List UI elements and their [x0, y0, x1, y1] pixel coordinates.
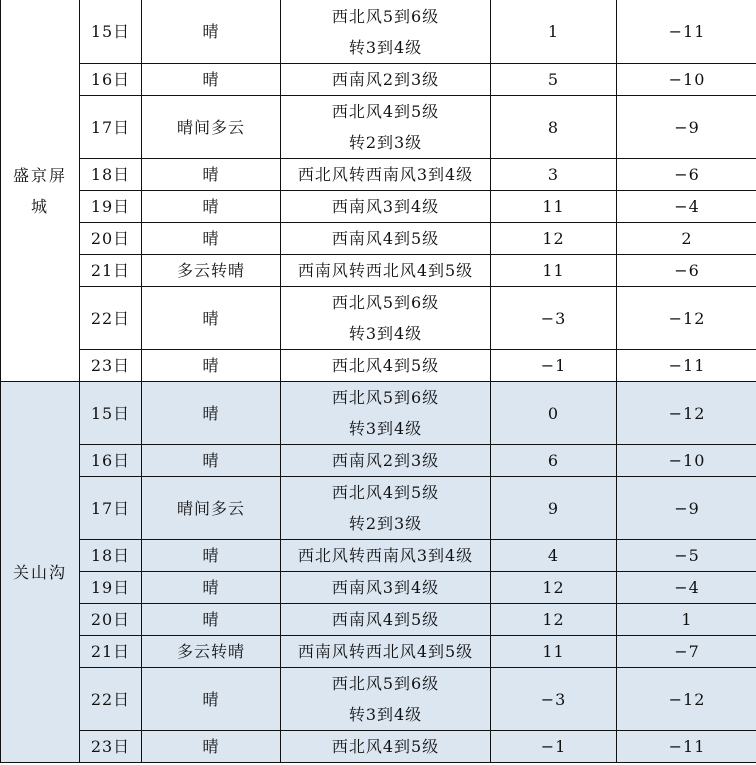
table-row [1, 287, 756, 350]
weather-cell: 晴 [142, 668, 281, 731]
weather-cell: 晴 [142, 540, 281, 572]
high-temp-cell: −1 [491, 731, 617, 763]
low-temp-cell: −4 [617, 572, 756, 604]
date-cell: 19日 [80, 191, 142, 223]
wind-cell [281, 540, 491, 572]
table-row [1, 477, 756, 540]
low-temp-cell: −11 [617, 0, 756, 64]
table-row [1, 731, 756, 763]
wind-line: 西北风5到6级 [331, 293, 440, 312]
high-temp-cell: 11 [491, 636, 617, 668]
wind-line: 转3到4级 [348, 37, 423, 57]
weather-cell: 多云转晴 [142, 255, 281, 287]
table-row [1, 540, 756, 572]
date-cell: 23日 [80, 350, 142, 382]
wind-cell [281, 64, 491, 96]
weather-cell: 晴 [142, 287, 281, 350]
low-temp-cell: −4 [617, 191, 756, 223]
wind-line: 西北风转西南风3到4级 [297, 546, 474, 565]
wind-line: 西南风4到5级 [331, 610, 440, 629]
table-row [1, 223, 756, 255]
high-temp-cell: −1 [491, 350, 617, 382]
wind-cell [281, 477, 491, 540]
table-row [1, 96, 756, 159]
wind-line: 西北风5到6级 [331, 388, 440, 407]
wind-cell [281, 96, 491, 159]
wind-line: 西北风5到6级 [331, 6, 440, 26]
wind-cell [281, 287, 491, 350]
date-cell: 20日 [80, 604, 142, 636]
low-temp-cell: −11 [617, 731, 756, 763]
date-cell: 20日 [80, 223, 142, 255]
high-temp-cell: 11 [491, 255, 617, 287]
wind-cell [281, 604, 491, 636]
low-temp-cell: −9 [617, 96, 756, 159]
wind-cell [281, 0, 491, 64]
weather-cell: 晴 [142, 191, 281, 223]
date-cell: 18日 [80, 159, 142, 191]
date-cell: 17日 [80, 96, 142, 159]
date-cell: 22日 [80, 668, 142, 731]
high-temp-cell: −3 [491, 668, 617, 731]
wind-line: 转2到3级 [348, 133, 423, 152]
wind-cell [281, 159, 491, 191]
weather-cell: 晴 [142, 604, 281, 636]
location-group-guanshangou [1, 382, 756, 763]
table-row [1, 445, 756, 477]
low-temp-cell: 1 [617, 604, 756, 636]
high-temp-cell: −3 [491, 287, 617, 350]
low-temp-cell: −9 [617, 477, 756, 540]
weather-cell: 晴 [142, 445, 281, 477]
wind-line: 西北风4到5级 [331, 356, 440, 375]
date-cell: 15日 [80, 0, 142, 64]
table-row [1, 350, 756, 382]
weather-cell: 晴间多云 [142, 96, 281, 159]
wind-cell [281, 572, 491, 604]
table-row [1, 382, 756, 445]
weather-cell: 晴 [142, 382, 281, 445]
low-temp-cell: −12 [617, 287, 756, 350]
weather-cell: 晴 [142, 223, 281, 255]
date-cell: 21日 [80, 255, 142, 287]
wind-line: 西南风4到5级 [331, 229, 440, 248]
low-temp-cell: −12 [617, 382, 756, 445]
high-temp-cell: 12 [491, 223, 617, 255]
low-temp-cell: −10 [617, 445, 756, 477]
low-temp-cell: −6 [617, 159, 756, 191]
table-row [1, 604, 756, 636]
wind-line: 西北风转西南风3到4级 [297, 165, 474, 184]
high-temp-cell: 1 [491, 0, 617, 64]
date-cell: 23日 [80, 731, 142, 763]
weather-cell: 晴 [142, 731, 281, 763]
wind-line: 西南风转西北风4到5级 [297, 261, 474, 280]
wind-cell [281, 636, 491, 668]
low-temp-cell: −10 [617, 64, 756, 96]
date-cell: 18日 [80, 540, 142, 572]
weather-cell: 晴 [142, 64, 281, 96]
table-row [1, 64, 756, 96]
table-row [1, 255, 756, 287]
table-row [1, 0, 756, 64]
wind-line: 西北风4到5级 [331, 737, 440, 756]
table-row [1, 668, 756, 731]
wind-cell [281, 223, 491, 255]
table-row [1, 636, 756, 668]
date-cell: 21日 [80, 636, 142, 668]
wind-line: 西北风5到6级 [331, 674, 440, 693]
weather-cell: 晴 [142, 159, 281, 191]
wind-line: 转3到4级 [348, 324, 423, 343]
high-temp-cell: 8 [491, 96, 617, 159]
table-row [1, 159, 756, 191]
table-row [1, 572, 756, 604]
table-row [1, 191, 756, 223]
high-temp-cell: 9 [491, 477, 617, 540]
high-temp-cell: 3 [491, 159, 617, 191]
date-cell: 15日 [80, 382, 142, 445]
wind-line: 转2到3级 [348, 514, 423, 533]
date-cell: 16日 [80, 445, 142, 477]
location-group-shengjing [1, 0, 756, 382]
high-temp-cell: 12 [491, 572, 617, 604]
weather-cell: 晴 [142, 0, 281, 64]
wind-cell [281, 255, 491, 287]
high-temp-cell: 12 [491, 604, 617, 636]
date-cell: 17日 [80, 477, 142, 540]
location-name: 关山沟 [1, 382, 80, 763]
low-temp-cell: −5 [617, 540, 756, 572]
low-temp-cell: 2 [617, 223, 756, 255]
date-cell: 22日 [80, 287, 142, 350]
date-cell: 16日 [80, 64, 142, 96]
wind-line: 西南风2到3级 [331, 70, 440, 89]
high-temp-cell: 11 [491, 191, 617, 223]
wind-cell [281, 668, 491, 731]
weather-cell: 晴 [142, 350, 281, 382]
date-cell: 19日 [80, 572, 142, 604]
wind-line: 西南风3到4级 [331, 197, 440, 216]
high-temp-cell: 4 [491, 540, 617, 572]
weather-cell: 晴 [142, 572, 281, 604]
weather-cell: 晴间多云 [142, 477, 281, 540]
low-temp-cell: −7 [617, 636, 756, 668]
wind-line: 西北风4到5级 [331, 102, 440, 121]
wind-line: 西南风转西北风4到5级 [297, 642, 474, 661]
low-temp-cell: −11 [617, 350, 756, 382]
wind-cell [281, 445, 491, 477]
wind-cell [281, 731, 491, 763]
high-temp-cell: 0 [491, 382, 617, 445]
weather-cell: 多云转晴 [142, 636, 281, 668]
wind-line: 西南风3到4级 [331, 578, 440, 597]
wind-cell [281, 191, 491, 223]
wind-line: 西南风2到3级 [331, 451, 440, 470]
wind-cell [281, 350, 491, 382]
high-temp-cell: 6 [491, 445, 617, 477]
low-temp-cell: −6 [617, 255, 756, 287]
wind-line: 西北风4到5级 [331, 483, 440, 502]
high-temp-cell: 5 [491, 64, 617, 96]
wind-line: 转3到4级 [348, 419, 423, 438]
wind-cell [281, 382, 491, 445]
wind-line: 转3到4级 [348, 705, 423, 724]
low-temp-cell: −12 [617, 668, 756, 731]
location-name: 盛京屏城 [1, 0, 80, 382]
